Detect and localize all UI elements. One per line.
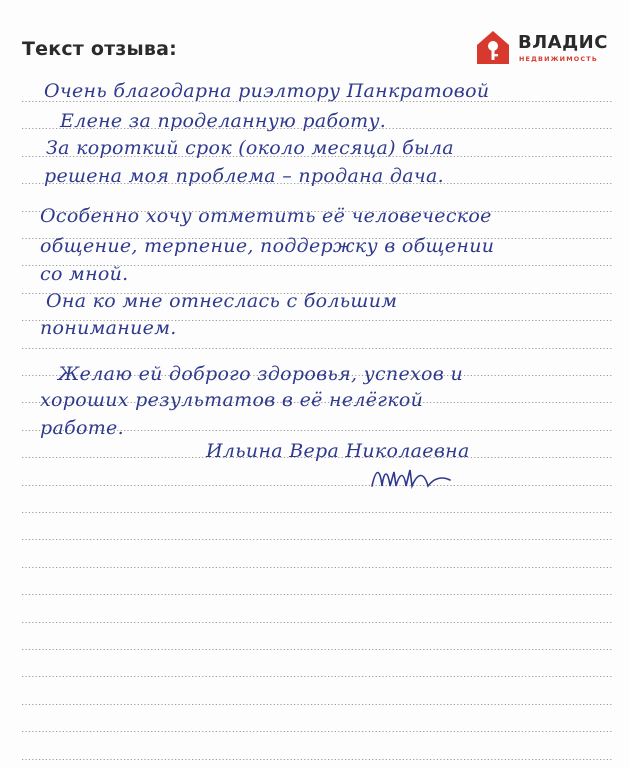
logo-wordmark: ВЛАДИС	[518, 32, 608, 53]
review-line: Желаю ей доброго здоровья, успехов и	[58, 363, 464, 385]
review-line: работе.	[40, 417, 124, 439]
review-line: хороших результатов в её нелёгкой	[40, 389, 424, 411]
author-name: Ильина Вера Николаевна	[206, 440, 470, 462]
review-line: Елене за проделанную работу.	[60, 110, 387, 132]
page-title: Текст отзыва:	[22, 38, 177, 60]
review-line: Особенно хочу отметить её человеческое	[40, 205, 492, 227]
review-line: решена моя проблема – продана дача.	[44, 165, 444, 187]
review-line: пониманием.	[40, 317, 177, 339]
handwritten-signature	[368, 458, 468, 498]
review-line: Очень благодарна риэлтору Панкратовой	[44, 80, 490, 102]
logo-tagline: НЕДВИЖИМОСТЬ	[519, 55, 598, 63]
review-line: общение, терпение, поддержку в общении	[40, 235, 495, 257]
review-line: Она ко мне отнеслась с большим	[46, 290, 398, 312]
review-line: За короткий срок (около месяца) была	[46, 137, 454, 159]
review-line: со мной.	[40, 263, 129, 285]
